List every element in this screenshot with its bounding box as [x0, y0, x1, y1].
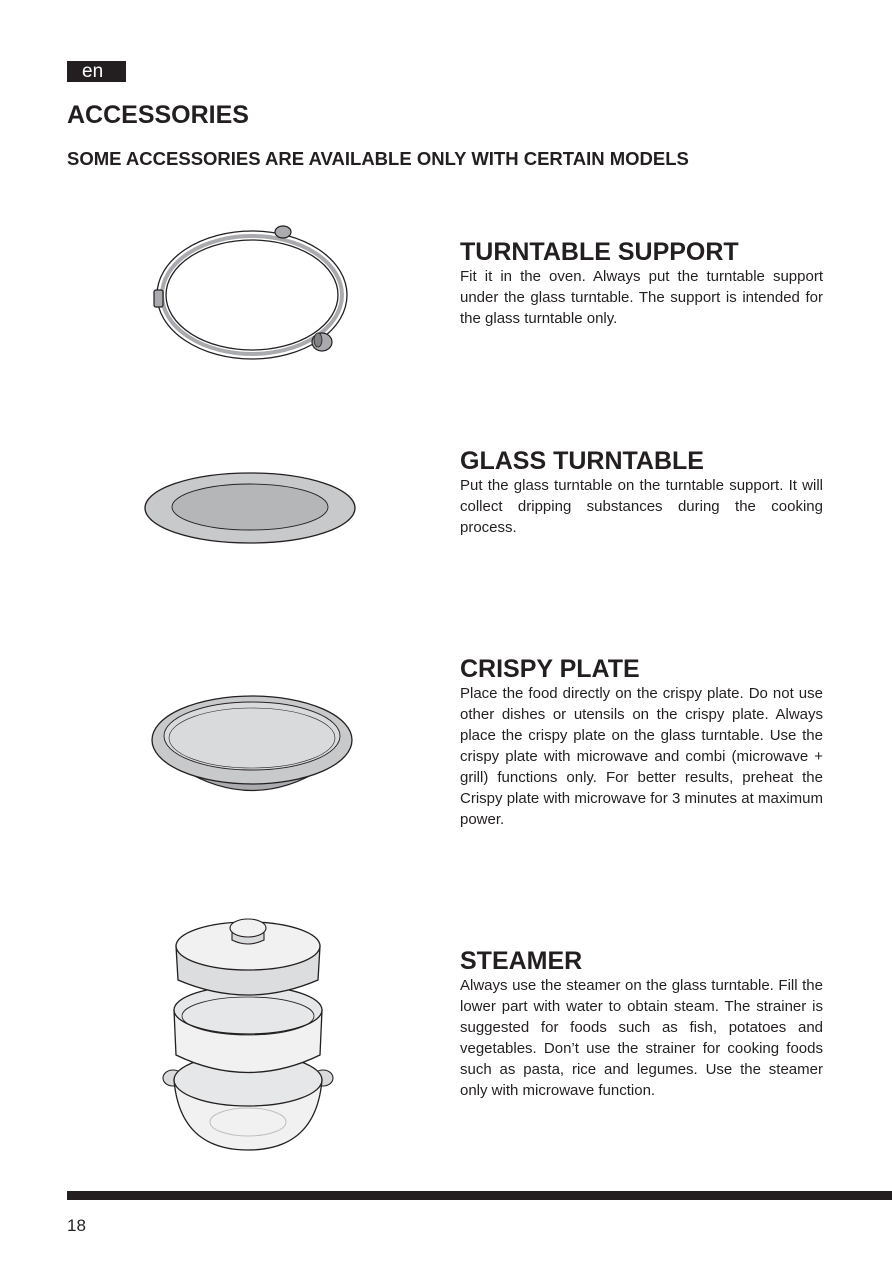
accessory-description: Fit it in the oven. Always put the turntable support under the glass turntable. The support is intended for the glass turntable only. [460, 268, 823, 327]
accessory-turntable-support [460, 238, 823, 329]
page-subtitle: SOME ACCESSORIES ARE AVAILABLE ONLY WITH CERTAIN MODELS [67, 148, 689, 169]
accessory-title: CRISPY PLATE [460, 655, 640, 683]
accessory-title: TURNTABLE SUPPORT [460, 238, 739, 266]
accessory-steamer [460, 947, 823, 1101]
accessory-title: GLASS TURNTABLE [460, 447, 704, 475]
page-title: ACCESSORIES [67, 101, 249, 129]
accessory-description: Put the glass turntable on the turntable support. It will collect dripping substances during the cooking process. [460, 477, 823, 536]
glass-turntable-icon [140, 468, 360, 548]
crispy-plate-icon [148, 684, 356, 804]
accessory-crispy-plate [460, 655, 823, 830]
accessory-description: Always use the steamer on the glass turntable. Fill the lower part with water to obtain steam. The strainer is suggested for foods such as fish, potatoes and vegetables. Don’t use the strainer for cooking foods such as pasta, rice and legumes. Use the steamer only with microwave function. [460, 977, 823, 1099]
language-tab: en [67, 61, 126, 82]
page-number: 18 [67, 1216, 86, 1235]
bottom-divider [67, 1191, 892, 1200]
accessory-glass-turntable [460, 447, 823, 538]
turntable-support-icon [145, 220, 360, 360]
accessory-title: STEAMER [460, 947, 583, 975]
accessory-description: Place the food directly on the crispy plate. Do not use other dishes or utensils on the crispy plate. Always place the crispy plate on the glass turntable. Use the crispy plate with microwave and combi (microwave + grill) functions only. For better results, preheat the Crispy plate with microwave for 3 minutes at maximum power. [460, 685, 823, 828]
steamer-icon [158, 910, 338, 1158]
